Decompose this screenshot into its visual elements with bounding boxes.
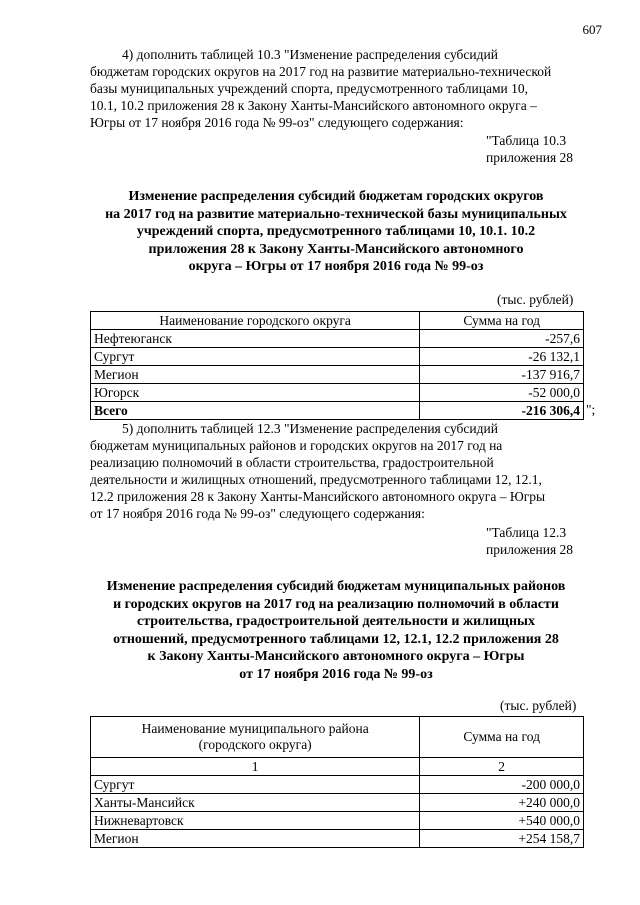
district-name: Ханты-Мансийск — [91, 794, 420, 812]
column-header: Сумма на год — [420, 312, 584, 330]
section4-line: 4) дополнить таблицей 10.3 "Изменение распределения субсидий — [122, 47, 498, 62]
page-number: 607 — [582, 22, 602, 37]
section5-line: от 17 ноября 2016 года № 99-оз" следующего содержания: — [90, 506, 425, 521]
district-name: Нефтеюганск — [91, 330, 420, 348]
amount: -26 132,1 — [420, 348, 584, 366]
section4-table — [90, 311, 584, 420]
section5-line: бюджетам муниципальных районов и городских округов на 2017 год на — [90, 438, 503, 453]
amount: -257,6 — [420, 330, 584, 348]
closing-quote: "; — [586, 402, 596, 417]
table-row — [91, 330, 584, 348]
district-name: Сургут — [91, 348, 420, 366]
section4-unit: (тыс. рублей) — [497, 292, 574, 307]
table-row — [91, 830, 584, 848]
column-header: Наименование городского округа — [91, 312, 420, 330]
table-header-row — [91, 717, 584, 758]
table-row — [91, 366, 584, 384]
table-row — [91, 812, 584, 830]
column-number-row — [91, 758, 584, 776]
column-number: 2 — [420, 758, 584, 776]
section5-line: 5) дополнить таблицей 12.3 "Изменение распределения субсидий — [122, 421, 498, 436]
section5-line: деятельности и жилищных отношений, предусмотренного таблицами 12, 12.1, — [90, 472, 542, 487]
section4-line: базы муниципальных учреждений спорта, предусмотренного таблицами 10, — [90, 81, 528, 96]
total-label: Всего — [91, 402, 420, 420]
amount: -137 916,7 — [420, 366, 584, 384]
section4-line: бюджетам городских округов на 2017 год на развитие материально-технической — [90, 64, 552, 79]
table-row — [91, 348, 584, 366]
table-row — [91, 384, 584, 402]
district-name: Мегион — [91, 830, 420, 848]
district-name: Югорск — [91, 384, 420, 402]
total-amount: -216 306,4 — [420, 402, 584, 420]
column-number: 1 — [91, 758, 420, 776]
amount: +540 000,0 — [420, 812, 584, 830]
section4-line: Югры от 17 ноября 2016 года № 99-оз" следующего содержания: — [90, 115, 464, 130]
amount: +254 158,7 — [420, 830, 584, 848]
table-row — [91, 794, 584, 812]
section4-table-reference: "Таблица 10.3 приложения 28 — [486, 133, 574, 165]
section4-paragraph — [90, 46, 582, 131]
section4-table-title: Изменение распределения субсидий бюджетам городских округов на 2017 год на развитие материально-технической базы муниципальных учреждений спорта, предусмотренного таблицами 10, 10.1. 10.2 приложения 28 к Закону Ханты-Мансийского автономного округа – Югры от 17 ноября 2016 года № 99-оз — [105, 189, 567, 274]
section5-paragraph — [90, 420, 582, 522]
amount: +240 000,0 — [420, 794, 584, 812]
district-name: Мегион — [91, 366, 420, 384]
section5-table-reference: "Таблица 12.3 приложения 28 — [486, 525, 574, 557]
section5-line: 12.2 приложения 28 к Закону Ханты-Мансийского автономного округа – Югры — [90, 489, 546, 504]
district-name: Сургут — [91, 776, 420, 794]
amount: -200 000,0 — [420, 776, 584, 794]
column-header: Наименование муниципального района (городского округа) — [91, 717, 420, 758]
section5-table-title: Изменение распределения субсидий бюджетам муниципальных районов и городских округов на 2017 год на реализацию полномочий в области строительства, градостроительной деятельности и жилищных отношений, предусмотренного таблицами 12, 12.1, 12.2 приложения 28 к Закону Ханты-Мансийского автономного округа – Югры от 17 ноября 2016 года № 99-оз — [106, 579, 566, 682]
table-total-row — [91, 402, 584, 420]
amount: -52 000,0 — [420, 384, 584, 402]
section5-table — [90, 716, 584, 848]
table-header-row — [91, 312, 584, 330]
table-row — [91, 776, 584, 794]
section4-line: 10.1, 10.2 приложения 28 к Закону Ханты-Мансийского автономного округа – — [90, 98, 537, 113]
section5-unit: (тыс. рублей) — [500, 698, 577, 713]
column-header: Сумма на год — [420, 717, 584, 758]
section5-line: реализацию полномочий в области строительства, градостроительной — [90, 455, 494, 470]
district-name: Нижневартовск — [91, 812, 420, 830]
